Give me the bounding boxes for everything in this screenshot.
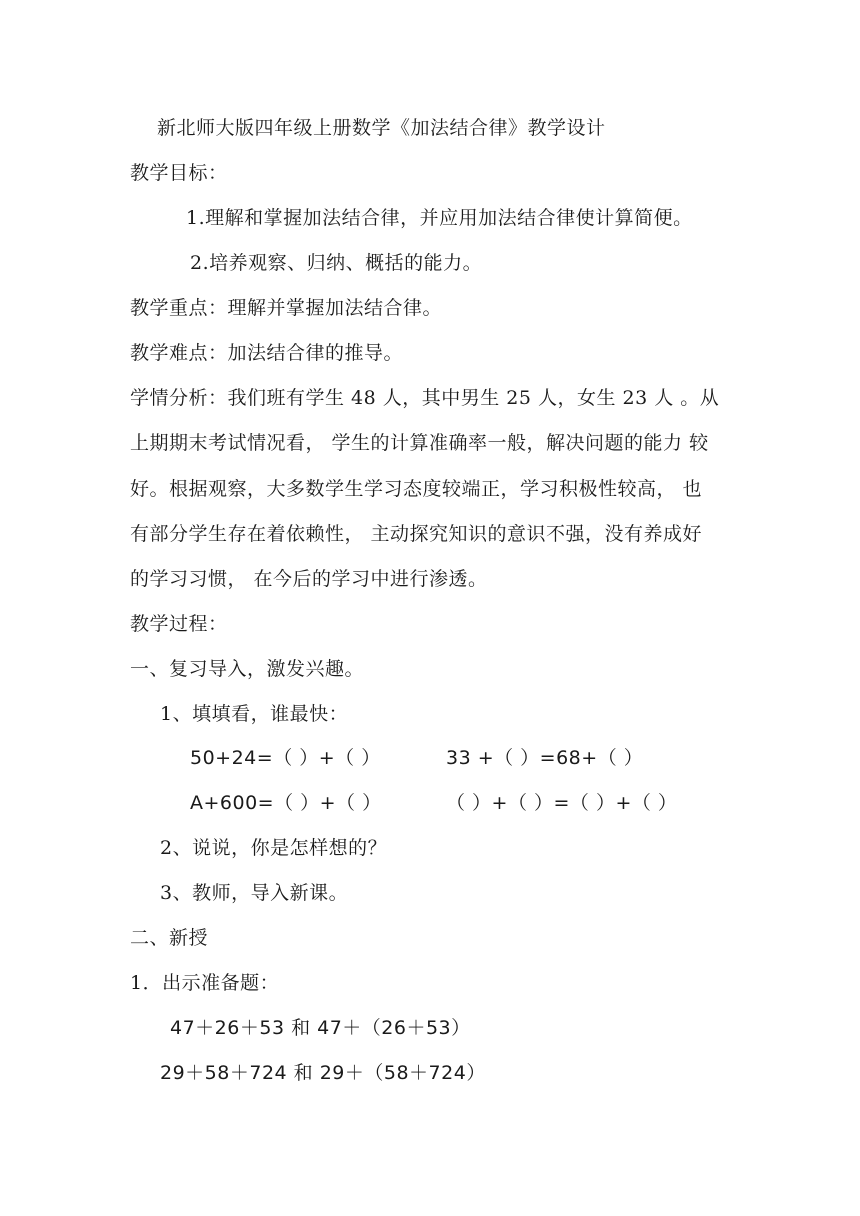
review-item-1: 1、填填看，谁最快： bbox=[160, 703, 349, 725]
new-lesson-item-1: 1．出示准备题： bbox=[130, 972, 280, 994]
analysis-line-2: 上期期末考试情况看， 学生的计算准确率一般，解决问题的能力 较 bbox=[130, 432, 709, 454]
review-item-3: 3、教师，导入新课。 bbox=[160, 882, 349, 904]
difficulty: 教学难点：加法结合律的推导。 bbox=[130, 342, 404, 364]
analysis-line-5: 的学习习惯， 在今后的学习中进行渗透。 bbox=[130, 568, 488, 590]
analysis-line-1: 学情分析：我们班有学生 48 人，其中男生 25 人，女生 23 人 。从 bbox=[130, 387, 720, 409]
objectives-heading: 教学目标： bbox=[130, 162, 228, 184]
document-title: 新北师大版四年级上册数学《加法结合律》教学设计 bbox=[157, 117, 606, 139]
equation-b-right: （ ）+（ ）=（ ）+（ ） bbox=[446, 792, 678, 814]
equation-a-right: 33 +（ ）=68+（ ） bbox=[446, 747, 644, 769]
section-2-heading: 二、新授 bbox=[130, 927, 209, 949]
analysis-line-3: 好。根据观察，大多数学生学习态度较端正，学习积极性较高， 也 bbox=[130, 478, 703, 500]
equation-a-left: 50+24=（ ）+（ ） bbox=[190, 747, 381, 769]
analysis-line-4: 有部分学生存在着依赖性， 主动探究知识的意识不强，没有养成好 bbox=[130, 523, 703, 545]
prep-problem-2: 29＋58＋724 和 29＋（58＋724） bbox=[160, 1062, 486, 1084]
review-item-2: 2、说说，你是怎样想的？ bbox=[160, 837, 388, 859]
equation-b-left: A+600=（ ）+（ ） bbox=[190, 792, 382, 814]
process-heading: 教学过程： bbox=[130, 613, 228, 635]
key-point: 教学重点：理解并掌握加法结合律。 bbox=[130, 297, 443, 319]
prep-problem-1: 47＋26＋53 和 47＋（26＋53） bbox=[170, 1017, 471, 1039]
section-1-heading: 一、复习导入，激发兴趣。 bbox=[130, 658, 365, 680]
objective-1: 1.理解和掌握加法结合律，并应用加法结合律使计算简便。 bbox=[186, 207, 693, 229]
objective-2: 2.培养观察、归纳、概括的能力。 bbox=[190, 252, 483, 274]
